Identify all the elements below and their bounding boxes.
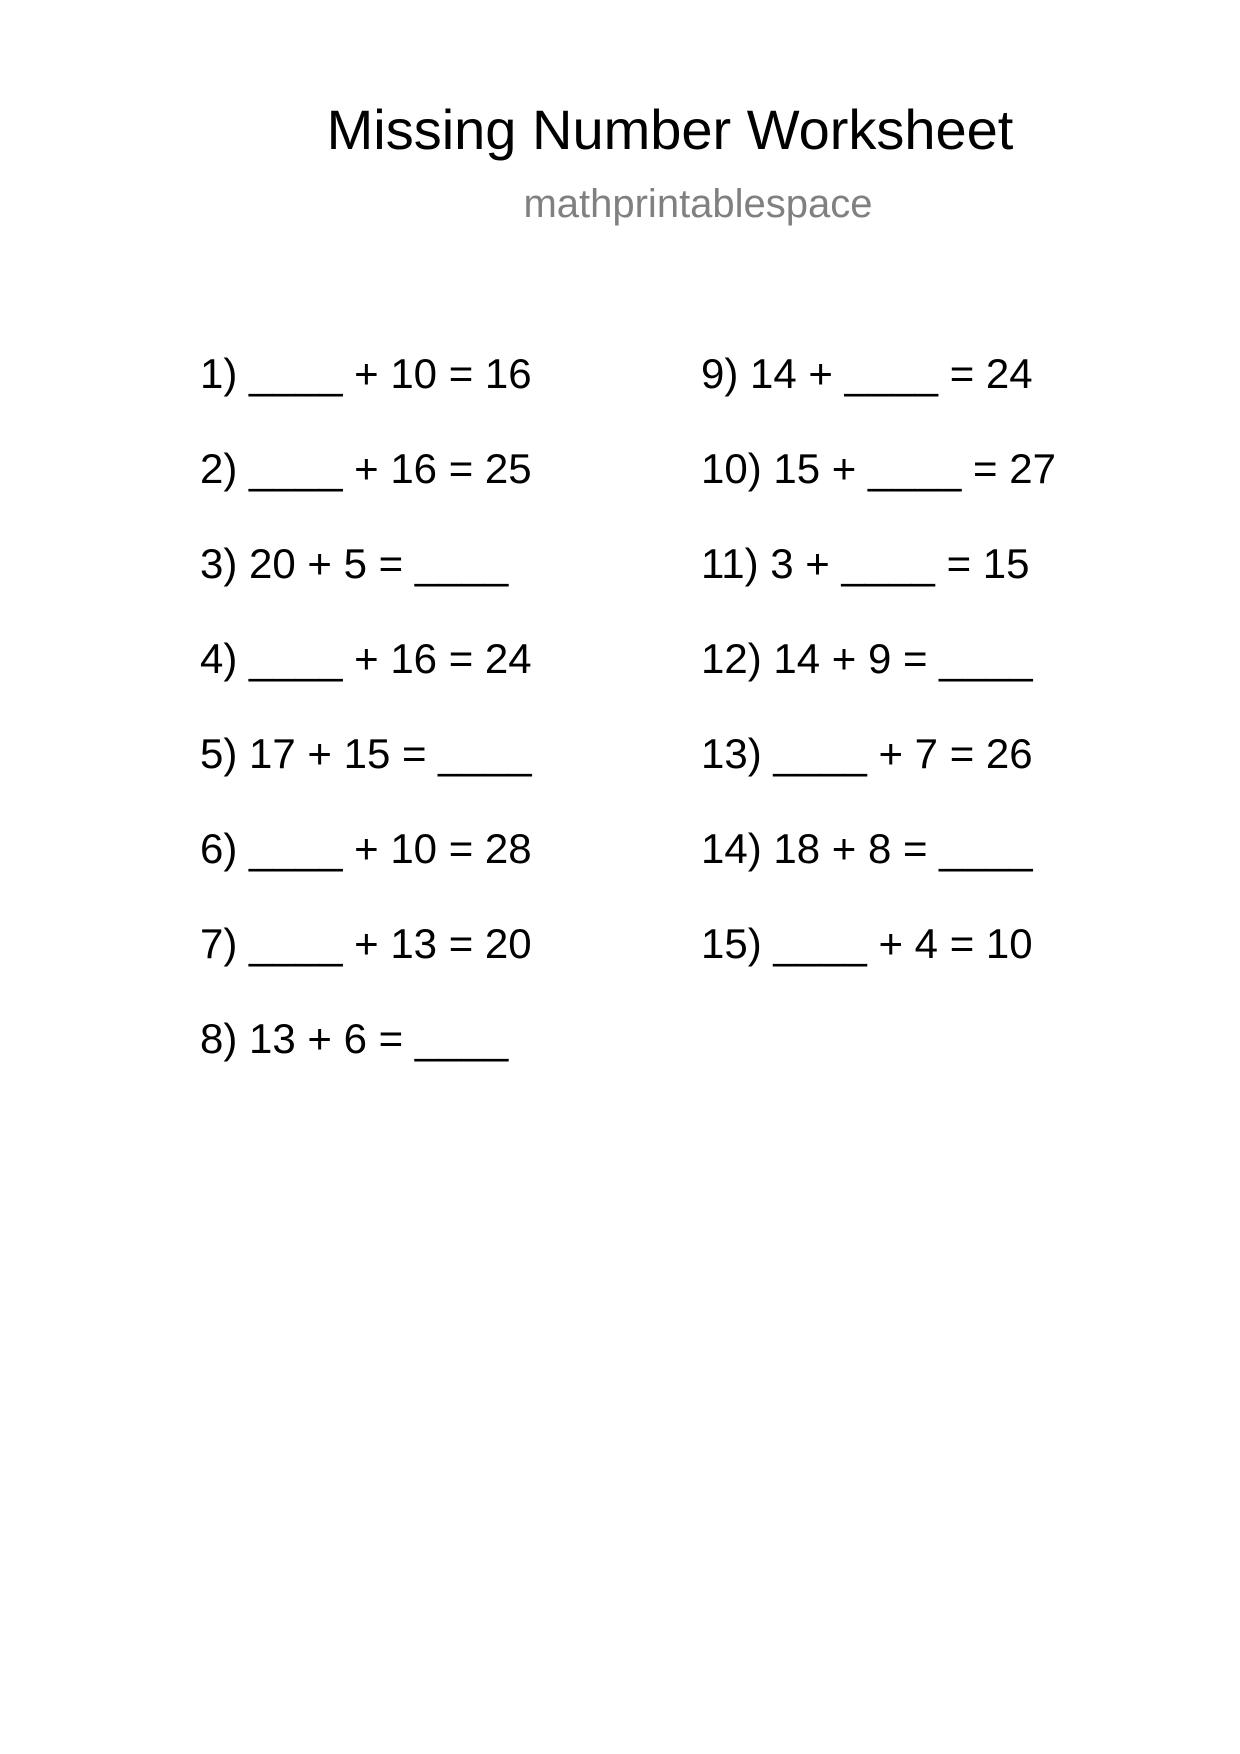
problem-15: 15) ____ + 4 = 10 [701, 920, 1033, 967]
problem-10: 10) 15 + ____ = 27 [701, 445, 1056, 492]
problem-3: 3) 20 + 5 = ____ [200, 540, 509, 587]
problem-1: 1) ____ + 10 = 16 [200, 350, 532, 397]
problem-13: 13) ____ + 7 = 26 [701, 730, 1033, 777]
worksheet-subtitle: mathprintablespace [523, 182, 873, 226]
problem-5: 5) 17 + 15 = ____ [200, 730, 532, 777]
worksheet-title: Missing Number Worksheet [326, 98, 1014, 161]
problem-8: 8) 13 + 6 = ____ [200, 1015, 509, 1062]
problem-14: 14) 18 + 8 = ____ [701, 825, 1033, 872]
problem-6: 6) ____ + 10 = 28 [200, 825, 532, 872]
problem-11: 11) 3 + ____ = 15 [701, 540, 1030, 587]
problem-12: 12) 14 + 9 = ____ [701, 635, 1033, 682]
problem-2: 2) ____ + 16 = 25 [200, 445, 532, 492]
problem-7: 7) ____ + 13 = 20 [200, 920, 532, 967]
problem-4: 4) ____ + 16 = 24 [200, 635, 532, 682]
problem-9: 9) 14 + ____ = 24 [701, 350, 1033, 397]
